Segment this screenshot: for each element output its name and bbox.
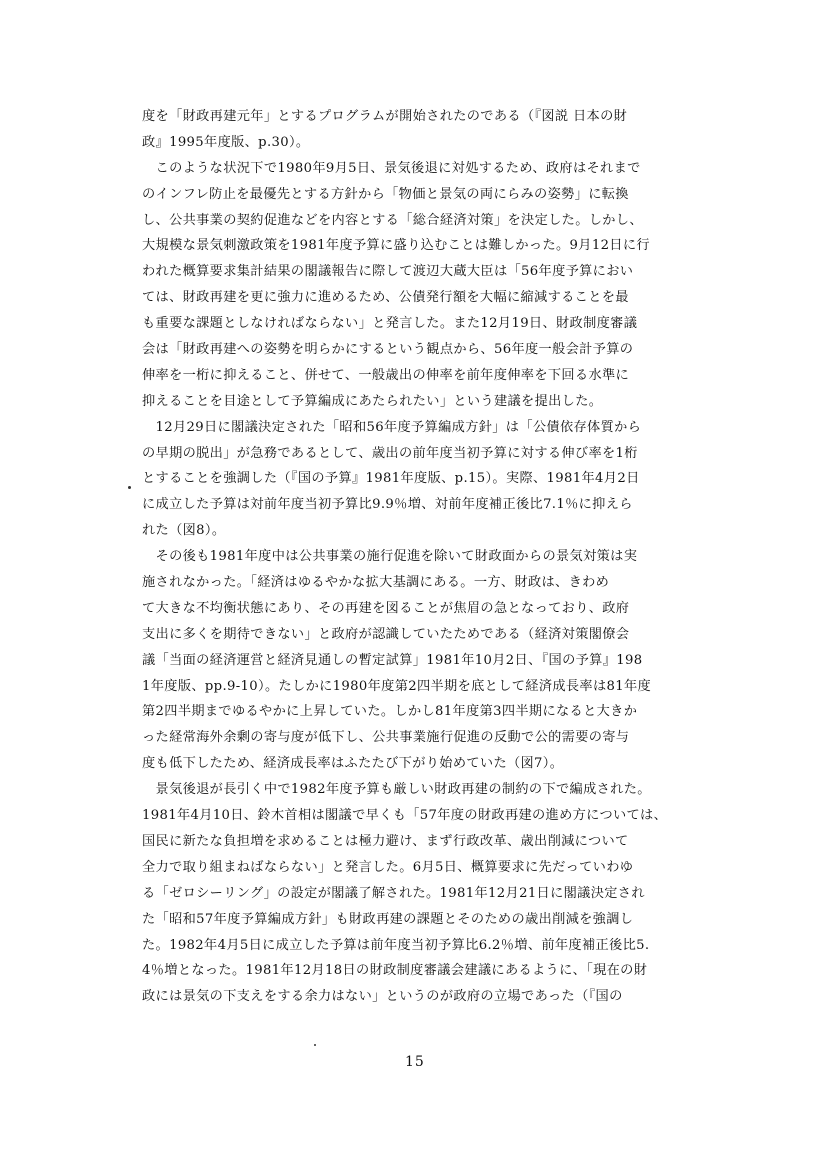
text-line: った経常海外余剰の寄与度が低下し、公共事業施行促進の反動で公的需要の寄与 <box>142 730 630 746</box>
text-line: 景気後退が長引く中で1982年度予算も厳しい財政再建の制約の下で編成された。 <box>142 782 651 798</box>
text-line: 伸率を一桁に抑えること、併せて、一般歳出の伸率を前年度伸率を下回る水準に <box>142 367 630 383</box>
text-line: ては、財政再建を更に強力に進めるため、公債発行額を大幅に縮減することを最 <box>142 290 629 306</box>
text-line: このような状況下で1980年9月5日、景気後退に対処するため、政府はそれまで <box>142 160 641 176</box>
text-line: 全力で取り組まねばならない」と発言した。6月5日、概算要求に先だっていわゆ <box>142 859 634 875</box>
text-line: 施されなかった。「経済はゆるやかな拡大基調にある。一方、財政は、きわめ <box>142 575 610 591</box>
scan-artifact-dot <box>314 1044 316 1046</box>
text-line: 12月29日に閣議決定された「昭和56年度予算編成方針」は「公債依存体質から <box>142 419 642 435</box>
text-line: われた概算要求集計結果の閣議報告に際して渡辺大蔵大臣は「56年度予算におい <box>142 264 634 280</box>
text-line: のインフレ防止を最優先とする方針から「物価と景気の両にらみの姿勢」に転換 <box>142 186 629 202</box>
text-line: 度も低下したため、経済成長率はふたたび下がり始めていた（図7）。 <box>142 756 564 772</box>
body-text <box>142 104 702 1010</box>
text-line: た。1982年4月5日に成立した予算は前年度当初予算比6.2％増、前年度補正後比5. <box>142 937 650 953</box>
text-line: 1年度版、pp.9-10）。たしかに1980年度第2四半期を底として経済成長率は81年度 <box>142 678 652 694</box>
text-line: 支出に多くを期待できない」と政府が認識していたためである（経済対策閣僚会 <box>142 626 630 642</box>
text-line: し、公共事業の契約促進などを内容とする「総合経済対策」を決定した。しかし、 <box>142 212 643 228</box>
page-number: 15 <box>405 1054 425 1070</box>
text-line: その後も1981年度中は公共事業の施行促進を除いて財政面からの景気対策は実 <box>142 549 638 565</box>
text-line: 議「当面の経済運営と経済見通しの暫定試算」1981年10月2日、『国の予算』198 <box>142 652 643 668</box>
text-line: 4％増となった。1981年12月18日の財政制度審議会建議にあるように、「現在の財 <box>142 963 648 979</box>
text-line: 1981年4月10日、鈴木首相は閣議で早くも「57年度の財政再建の進め方については、 <box>142 808 668 824</box>
text-line: 国民に新たな負担増を求めることは極力避け、まず行政改革、歳出削減について <box>142 833 629 849</box>
scan-artifact-dot <box>128 486 131 489</box>
text-line: れた（図8）。 <box>142 523 226 539</box>
text-line: る「ゼロシーリング」の設定が閣議了解された。1981年12月21日に閣議決定され <box>142 885 645 901</box>
text-line: に成立した予算は対前年度当初予算比9.9％増、対前年度補正後比7.1％に抑えら <box>142 497 633 513</box>
text-line: た「昭和57年度予算編成方針」も財政再建の課題とそのための歳出削減を強調し <box>142 911 634 927</box>
text-line: とすることを強調した（『国の予算』1981年度版、p.15）。実際、1981年4月2日 <box>142 471 640 487</box>
text-line: 度を「財政再建元年」とするプログラムが開始されたのである（『図説 日本の財 <box>142 109 628 124</box>
text-line: 抑えることを目途として予算編成にあたられたい」という建議を提出した。 <box>142 393 603 409</box>
text-line: 会は「財政再建への姿勢を明らかにするという観点から、56年度一般会計予算の <box>142 342 634 358</box>
text-line: 政には景気の下支えをする余力はない」というのが政府の立場であった（『国の <box>142 989 623 1005</box>
text-line: 第2四半期までゆるやかに上昇していた。しかし81年度第3四半期になると大きか <box>142 704 638 720</box>
text-line: 政』1995年度版、p.30）。 <box>142 134 310 150</box>
text-line: も重要な課題としなければならない」と発言した。また12月19日、財政制度審議 <box>142 316 638 332</box>
text-line: の早期の脱出」が急務であるとして、歳出の前年度当初予算に対する伸び率を1桁 <box>142 445 638 461</box>
text-line: て大きな不均衡状態にあり、その再建を図ることが焦眉の急となっており、政府 <box>142 600 630 616</box>
text-line: 大規模な景気刺激政策を1981年度予算に盛り込むことは難しかった。9月12日に行 <box>142 238 650 254</box>
